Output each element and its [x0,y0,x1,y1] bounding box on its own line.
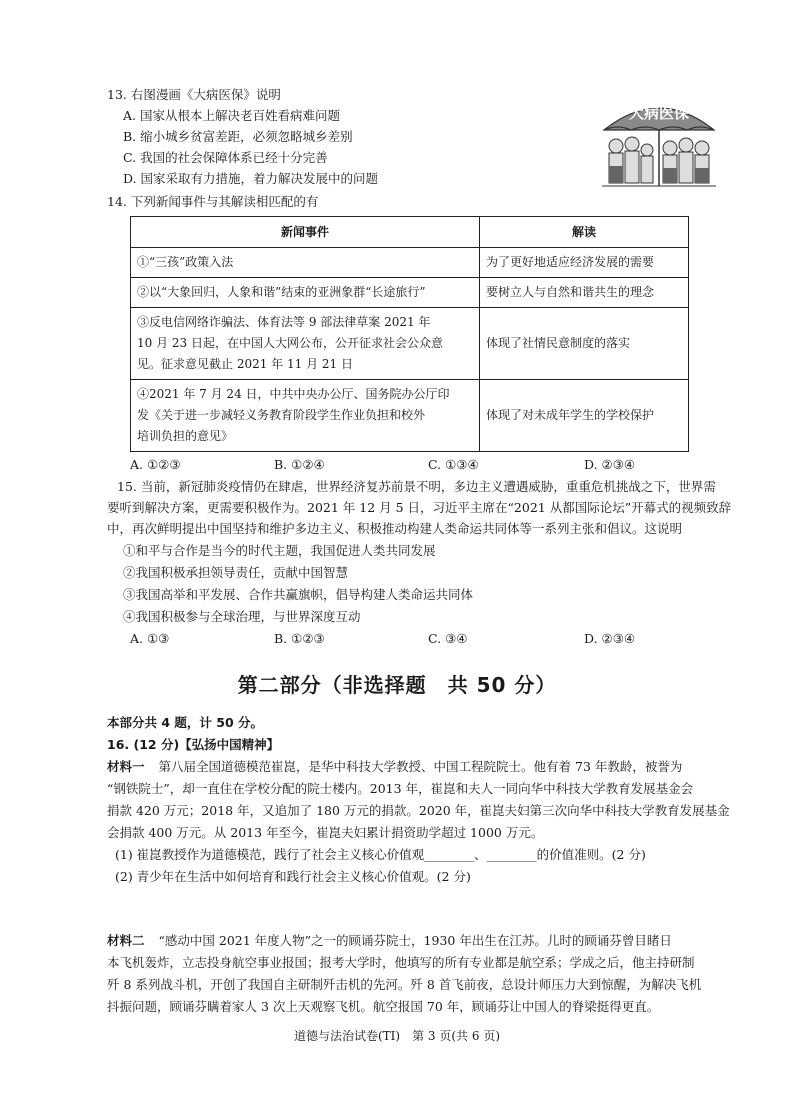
q15-option-d: D. ②③④ [584,631,636,646]
event-cell [131,380,480,452]
table-row [131,248,689,278]
q13-option-d: D. 国家采取有力措施，着力解决发展中的问题 [123,171,379,186]
q16-heading [107,734,279,755]
event-line: 培训负担的意见》 [137,429,234,443]
q15-option-a: A. ①③ [130,631,170,646]
news-table [130,216,689,452]
material-text: 歼 8 系列战斗机，开创了我国自主研制歼击机的先河。歼 8 首飞前夜，总设计师压力大到惊醒，为解决飞机 [107,977,702,992]
event-line: ③反电信网络诈骗法、体育法等 9 部法律草案 2021 年 [137,315,431,329]
material-one-label: 材料一 [107,759,145,774]
material-one-line [107,756,682,777]
material-text: 抖振问题，顾诵芬瞒着家人 3 次上天观察飞机。航空报国 70 年，顾诵芬让中国人的脊梁挺得更直。 [107,999,660,1014]
material-two-label: 材料二 [107,933,145,948]
q13-option-b: B. 缩小城乡贫富差距，必须忽略城乡差别 [123,129,353,144]
section-title: 第二部分（非选择题 共 50 分） [237,673,557,697]
material-text: 捐款 420 万元；2018 年，又追加了 180 万元的捐款。2020 年，崔崑夫妇第三次向华中科技大学教育发展基金 [107,803,730,818]
q15-statement: ③我国高举和平发展、合作共赢旗帜，倡导构建人类命运共同体 [123,587,474,602]
event-line: ④2021 年 7 月 24 日，中共中央办公厅、国务院办公厅印 [137,387,450,401]
cartoon-title: 大病医保 [628,104,689,122]
q15-statement: ②我国积极承担领导责任，贡献中国智慧 [123,565,349,580]
q15-statement: ④我国积极参与全球治理，与世界深度互动 [123,609,361,624]
q14-option-a: A. ①②③ [130,457,181,472]
q14-stem: 14. 下列新闻事件与其解读相匹配的有 [107,194,319,209]
event-line: ②以“大象回归，人象和谐”结束的亚洲象群“长途旅行” [137,285,426,299]
q15-stem-line: 中，再次鲜明提出中国坚持和维护多边主义、积极推动构建人类命运共同体等一系列主张和倡议。这说明 [107,521,683,536]
cartoon-image [600,88,718,194]
q15-stem-line: 15. 当前，新冠肺炎疫情仍在肆虐，世界经济复苏前景不明，多边主义遭遇威胁，重重危机挑战之下，世界需 [117,479,716,494]
event-line: 见。征求意见截止 2021 年 11 月 21 日 [137,357,353,371]
material-two-line [107,930,672,951]
reading-cell: 为了更好地适应经济发展的需要 [480,248,689,278]
table-row [131,308,689,380]
event-line: 发《关于进一步减轻义务教育阶段学生作业负担和校外 [137,408,426,422]
header-event: 新闻事件 [131,217,480,248]
sub-question-2: (2) 青少年在生活中如何培育和践行社会主义核心价值观。(2 分) [115,869,471,884]
reading-cell: 要树立人与自然和谐共生的理念 [480,278,689,308]
page-footer: 道德与法治试卷(TI) 第 3 页(共 6 页) [294,1029,500,1043]
table-row [131,380,689,452]
q15-statement: ①和平与合作是当今的时代主题，我国促进人类共同发展 [123,543,436,558]
material-text: “钢铁院士”，却一直住在学校分配的院士楼内。2013 年，崔崑和夫人一同向华中科技大学教育发展基金会 [107,781,694,796]
table-row [131,278,689,308]
q14-option-b: B. ①②④ [274,457,325,472]
event-line: 10 月 23 日起，在中国人大网公布，公开征求社会公众意 [137,336,443,350]
event-cell [131,278,480,308]
q15-option-b: B. ①②③ [274,631,325,646]
q14-option-c: C. ①③④ [428,457,479,472]
q14-option-d: D. ②③④ [584,457,636,472]
event-line: ①“三孩”政策入法 [137,255,234,269]
material-text: “感动中国 2021 年度人物”之一的顾诵芬院士，1930 年出生在江苏。儿时的顾诵芬曾目睹日 [158,933,672,948]
part2-intro: 本部分共 4 题，计 50 分。 [107,715,264,730]
q15-stem-line: 要听到解决方案，更需要积极作为。2021 年 12 月 5 日，习近平主席在“2021 从都国际论坛”开幕式的视频致辞 [107,500,732,515]
sub-question-1: (1) 崔崑教授作为道德模范，践行了社会主义核心价值观________、________的价值准则。(2 分) [115,847,646,862]
q13-option-c: C. 我国的社会保障体系已经十分完善 [123,150,328,165]
material-text: 会捐款 400 万元。从 2013 年至今，崔崑夫妇累计捐资助学超过 1000 万元。 [107,825,544,840]
material-text: 本飞机轰炸，立志投身航空事业报国；报考大学时，他填写的所有专业都是航空系；学成之后，他主持研制 [107,955,695,970]
q13-stem: 13. 右图漫画《大病医保》说明 [107,87,281,102]
event-cell [131,248,480,278]
q13-option-a: A. 国家从根本上解决老百姓看病难问题 [123,108,340,123]
event-cell [131,308,480,380]
reading-cell: 体现了对未成年学生的学校保护 [480,380,689,452]
header-reading: 解读 [480,217,689,248]
table-header-row [131,217,689,248]
reading-cell: 体现了社情民意制度的落实 [480,308,689,380]
q16-heading-text: 16. (12 分)【弘扬中国精神】 [107,737,280,752]
material-text: 第八届全国道德模范崔崑，是华中科技大学教授、中国工程院院士。他有着 73 年教龄，被誉为 [158,759,683,774]
q15-option-c: C. ③④ [428,631,468,646]
